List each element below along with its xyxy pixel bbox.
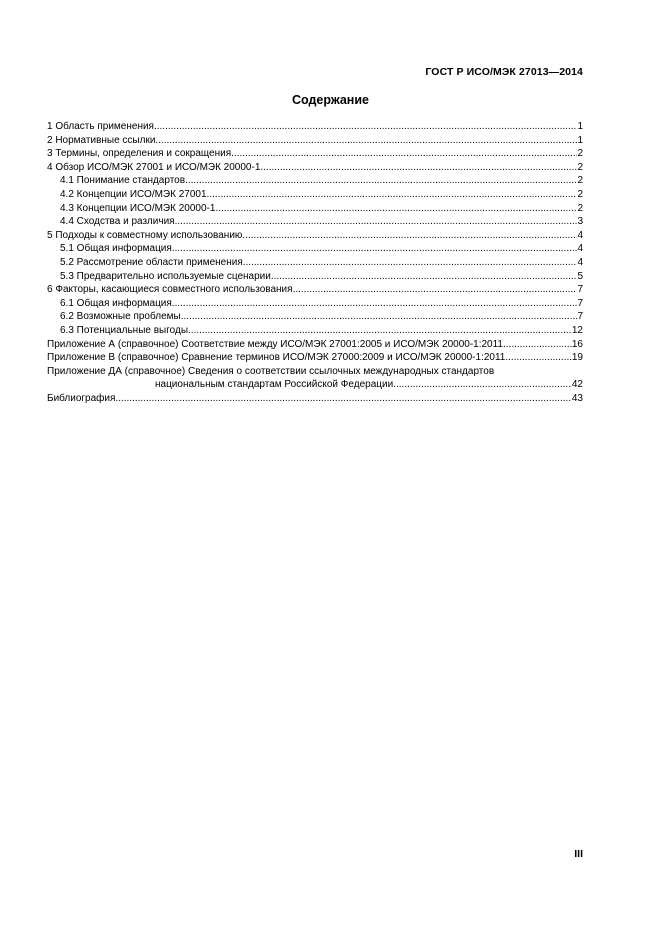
toc-entry[interactable]: [47, 392, 583, 406]
toc-entry[interactable]: [47, 283, 583, 297]
toc-entry-label: 5.1 Общая информация: [60, 243, 172, 255]
toc-entry-page: 3: [577, 216, 583, 228]
toc-entry[interactable]: [47, 134, 583, 148]
toc-entry-label: 4.3 Концепции ИСО/МЭК 20000-1: [60, 202, 216, 214]
toc-entry[interactable]: [47, 351, 583, 365]
toc-leader-dots: [181, 310, 578, 324]
toc-leader-dots: [505, 351, 572, 365]
toc-entry-label: 6.2 Возможные проблемы: [60, 311, 181, 323]
toc-leader-dots: [215, 202, 577, 216]
toc-entry-label: Приложение А (справочное) Соответствие между ИСО/МЭК 27001:2005 и ИСО/МЭК 20000-1:2011: [47, 338, 503, 350]
toc-entry-label: 5 Подходы к совместному использованию: [47, 229, 243, 241]
toc-leader-dots: [172, 297, 578, 311]
toc-leader-dots: [154, 120, 577, 134]
toc-entry-label: 4 Обзор ИСО/МЭК 27001 и ИСО/МЭК 20000-1: [47, 161, 261, 173]
toc-entry[interactable]: [47, 297, 583, 311]
toc-entry[interactable]: [47, 229, 583, 243]
toc-leader-dots: [503, 338, 572, 352]
toc-entry-label: 2 Нормативные ссылки: [47, 134, 156, 146]
toc-leader-dots: [271, 270, 578, 284]
toc-entry-label: 5.3 Предварительно используемые сценарии: [60, 270, 271, 282]
toc-entry-page: 4: [577, 229, 583, 241]
toc-entry-page: 2: [577, 175, 583, 187]
toc-entry-page: 4: [577, 256, 583, 268]
table-of-contents: [47, 120, 583, 405]
toc-entry-label: 5.2 Рассмотрение области применения: [60, 256, 243, 268]
toc-entry-page: 19: [571, 352, 583, 364]
toc-leader-dots: [115, 392, 571, 406]
toc-entry[interactable]: [47, 242, 583, 256]
page-number: III: [574, 848, 583, 860]
toc-entry-label: 1 Область применения: [47, 121, 154, 132]
toc-entry[interactable]: [47, 188, 583, 202]
toc-title: Содержание: [291, 93, 369, 107]
toc-leader-dots: [242, 229, 577, 243]
toc-entry-page: 7: [577, 284, 583, 296]
toc-entry[interactable]: [47, 120, 583, 134]
toc-leader-dots: [175, 215, 578, 229]
toc-entry[interactable]: [47, 215, 583, 229]
toc-entry-label: 4.1 Понимание стандартов: [60, 175, 186, 187]
toc-entry-page: 7: [577, 311, 583, 323]
toc-entry[interactable]: [47, 161, 583, 175]
toc-leader-dots: [243, 256, 578, 270]
toc-entry-page: 5: [577, 270, 583, 282]
toc-entry-label: 6.1 Общая информация: [60, 297, 172, 309]
toc-entry-page: 16: [571, 338, 583, 350]
toc-leader-dots: [172, 242, 578, 256]
toc-entry-page: 7: [577, 297, 583, 309]
toc-entry-multiline[interactable]: [47, 365, 583, 392]
toc-entry[interactable]: [47, 338, 583, 352]
toc-entry-page: 42: [571, 379, 583, 391]
toc-entry-label: 6.3 Потенциальные выгоды: [60, 324, 189, 336]
toc-entry-label: 4.2 Концепции ИСО/МЭК 27001: [60, 188, 207, 200]
toc-entry-page: 4: [577, 243, 583, 255]
toc-leader-dots: [188, 324, 572, 338]
toc-entry-page: 1: [577, 121, 583, 132]
toc-entry-page: 2: [577, 148, 583, 160]
toc-leader-dots: [231, 147, 577, 161]
toc-entry-page: 12: [571, 324, 583, 336]
toc-entry-page: 2: [577, 161, 583, 173]
toc-entry-page: 43: [571, 392, 583, 404]
toc-entry[interactable]: [47, 270, 583, 284]
toc-entry-label: 4.4 Сходства и различия: [60, 216, 175, 228]
toc-entry-label: 6 Факторы, касающиеся совместного использования: [47, 284, 293, 296]
toc-entry-page: 2: [577, 202, 583, 214]
toc-leader-dots: [207, 188, 578, 202]
toc-entry-label: 3 Термины, определения и сокращения: [47, 148, 232, 160]
toc-entry[interactable]: [47, 256, 583, 270]
toc-leader-dots: [185, 174, 577, 188]
toc-leader-dots: [155, 134, 577, 148]
toc-entry-label: Приложение В (справочное) Сравнение терминов ИСО/МЭК 27000:2009 и ИСО/МЭК 20000-1:2011: [47, 352, 506, 364]
toc-leader-dots: [393, 378, 572, 392]
toc-leader-dots: [260, 161, 577, 175]
toc-entry[interactable]: [47, 174, 583, 188]
toc-leader-dots: [293, 283, 578, 297]
document-code: ГОСТ Р ИСО/МЭК 27013—2014: [425, 66, 583, 78]
toc-entry[interactable]: [47, 202, 583, 216]
toc-entry[interactable]: [47, 324, 583, 338]
toc-entry[interactable]: [47, 147, 583, 161]
toc-entry-label: Библиография: [47, 392, 116, 404]
toc-entry-label-line2: национальным стандартам Российской Федерации: [155, 379, 394, 391]
toc-entry-page: 1: [577, 134, 583, 146]
toc-entry[interactable]: [47, 310, 583, 324]
toc-entry-page: 2: [577, 188, 583, 200]
toc-entry-label-line1: Приложение ДА (справочное) Сведения о соответствии ссылочных международных стандартов: [47, 365, 495, 377]
